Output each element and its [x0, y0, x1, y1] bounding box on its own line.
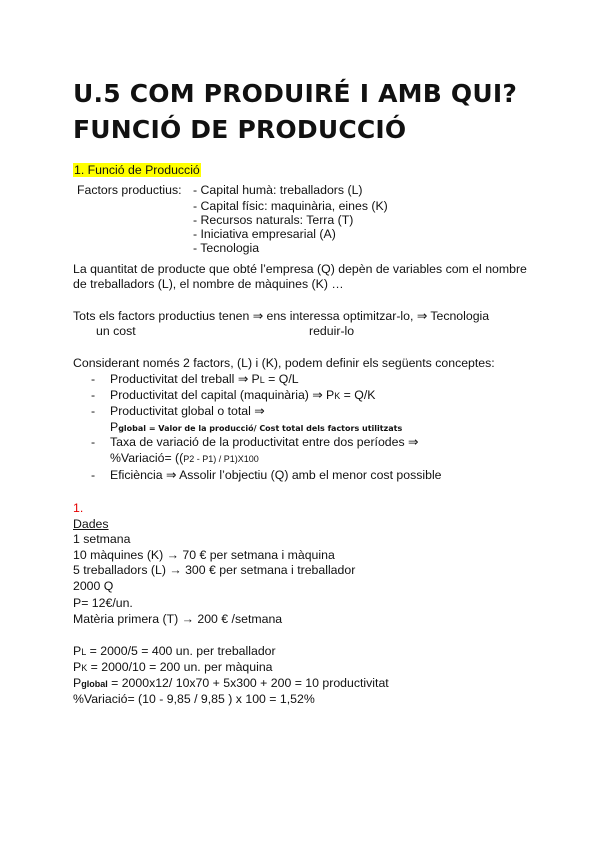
- result-line: PL = 2000/5 = 400 un. per treballador: [73, 644, 276, 658]
- data-line: 1 setmana: [73, 532, 131, 546]
- data-line: 2000 Q: [73, 579, 114, 593]
- paragraph-note: un cost: [96, 324, 136, 338]
- paragraph-note: reduir-lo: [309, 324, 355, 338]
- factor-item: - Recursos naturals: Terra (T): [193, 213, 354, 227]
- list-bullet: -: [91, 435, 96, 449]
- title-line-1: U.5 COM PRODUIRÉ I AMB QUI?: [73, 79, 518, 108]
- concept-item: Eficiència ⇒ Assolir l’objectiu (Q) amb el menor cost possible: [110, 468, 442, 482]
- data-line: P= 12€/un.: [73, 596, 133, 610]
- factor-item: - Tecnologia: [193, 241, 260, 255]
- result-line: PK = 2000/10 = 200 un. per màquina: [73, 660, 273, 674]
- exercise-number: 1.: [73, 501, 84, 515]
- section-heading-text: 1. Funció de Producció: [74, 163, 200, 177]
- section-heading: [73, 163, 201, 178]
- data-line: Matèria primera (T) → 200 € /setmana: [73, 612, 283, 626]
- data-line: 5 treballadors (L) → 300 € per setmana i treballador: [73, 563, 356, 577]
- document-title: [73, 76, 573, 148]
- paragraph-line: Tots els factors productius tenen ⇒ ens interessa optimitzar-lo, ⇒ Tecnologia: [73, 309, 490, 323]
- list-bullet: -: [91, 468, 96, 482]
- data-heading: Dades: [73, 517, 109, 531]
- concept-item: Productivitat del treball ⇒ PL = Q/L: [110, 372, 299, 386]
- factors-label: Factors productius:: [77, 183, 182, 197]
- title-line-2: FUNCIÓ DE PRODUCCIÓ: [73, 115, 407, 144]
- result-line: Pglobal = 2000x12/ 10x70 + 5x300 + 200 = 10 productivitat: [73, 676, 389, 690]
- list-bullet: -: [91, 372, 96, 386]
- factor-item: - Capital humà: treballadors (L): [193, 183, 363, 197]
- concept-formula: %Variació= ((P2 - P1) / P1)X100: [110, 451, 259, 465]
- paragraph-line: de treballadors (L), el nombre de màquines (K) …: [73, 277, 344, 291]
- factor-item: - Iniciativa empresarial (A): [193, 227, 336, 241]
- list-bullet: -: [91, 388, 96, 402]
- concept-item: Productivitat global o total ⇒: [110, 404, 265, 418]
- concept-item: Productivitat del capital (maquinària) ⇒ PK = Q/K: [110, 388, 376, 402]
- concept-formula: Pglobal = Valor de la producció/ Cost total dels factors utilitzats: [110, 420, 403, 434]
- paragraph-line: La quantitat de producte que obté l’empresa (Q) depèn de variables com el nombre: [73, 262, 527, 276]
- factor-item: - Capital físic: maquinària, eines (K): [193, 199, 388, 213]
- paragraph-line: Considerant només 2 factors, (L) i (K), podem definir els següents conceptes:: [73, 356, 495, 370]
- data-line: 10 màquines (K) → 70 € per setmana i màquina: [73, 548, 335, 562]
- result-line: %Variació= (10 - 9,85 / 9,85 ) x 100 = 1,52%: [73, 692, 315, 706]
- concept-item: Taxa de variació de la productivitat entre dos períodes ⇒: [110, 435, 419, 449]
- list-bullet: -: [91, 404, 96, 418]
